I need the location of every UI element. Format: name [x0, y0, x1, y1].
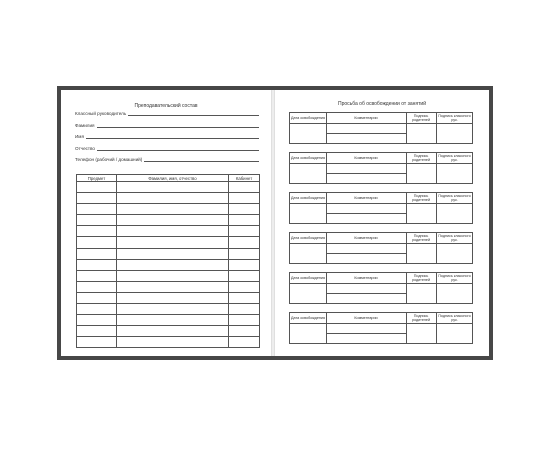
- subject-cell[interactable]: [77, 215, 117, 226]
- column-divider: [436, 273, 437, 303]
- field-label: Отчество: [75, 146, 95, 151]
- date-header: Дата освобождения: [291, 196, 325, 200]
- left-page: [61, 90, 271, 356]
- row-divider: [326, 243, 406, 244]
- column-divider: [326, 313, 327, 343]
- table-row: [77, 281, 260, 292]
- table-row: [77, 270, 260, 281]
- subject-cell[interactable]: [77, 248, 117, 259]
- comment-line: [326, 133, 406, 134]
- date-header: Дата освобождения: [291, 236, 325, 240]
- row-divider: [406, 283, 436, 284]
- table-row: [77, 304, 260, 315]
- comments-header: Комментарии: [354, 316, 378, 320]
- full-name-cell[interactable]: [117, 237, 229, 248]
- column-divider: [436, 113, 437, 143]
- comment-line: [326, 173, 406, 174]
- column-header-full-name: Фамилия, имя, отчество: [117, 175, 229, 182]
- full-name-cell[interactable]: [117, 337, 229, 348]
- row-divider: [406, 163, 436, 164]
- date-header: Дата освобождения: [291, 276, 325, 280]
- comment-line: [326, 333, 406, 334]
- column-divider: [406, 113, 407, 143]
- field-label: Телефон (рабочий / домашний): [75, 157, 143, 162]
- subject-cell[interactable]: [77, 326, 117, 337]
- room-cell[interactable]: [229, 237, 260, 248]
- row-divider: [436, 203, 473, 204]
- full-name-cell[interactable]: [117, 204, 229, 215]
- room-cell[interactable]: [229, 182, 260, 193]
- parent-signature-header: Подпись родителей: [411, 234, 431, 242]
- column-divider: [436, 153, 437, 183]
- comments-header: Комментарии: [354, 196, 378, 200]
- subject-cell[interactable]: [77, 304, 117, 315]
- row-divider: [290, 323, 326, 324]
- comment-line: [326, 293, 406, 294]
- room-cell[interactable]: [229, 304, 260, 315]
- room-cell[interactable]: [229, 337, 260, 348]
- comments-header: Комментарии: [354, 116, 378, 120]
- teacher-signature-header: Подпись классного рук.: [438, 194, 471, 202]
- row-divider: [326, 283, 406, 284]
- row-divider: [406, 123, 436, 124]
- subject-cell[interactable]: [77, 315, 117, 326]
- row-divider: [326, 163, 406, 164]
- full-name-cell[interactable]: [117, 304, 229, 315]
- row-divider: [406, 243, 436, 244]
- full-name-cell[interactable]: [117, 215, 229, 226]
- teachers-table-body: [77, 182, 260, 348]
- page-title: Преподавательский состав: [134, 103, 198, 109]
- room-cell[interactable]: [229, 270, 260, 281]
- parent-signature-header: Подпись родителей: [411, 154, 431, 162]
- table-row: [77, 337, 260, 348]
- field-underline: [75, 138, 259, 139]
- release-request-block: [289, 152, 473, 184]
- teacher-signature-header: Подпись классного рук.: [438, 114, 471, 122]
- column-divider: [406, 193, 407, 223]
- row-divider: [436, 283, 473, 284]
- room-cell[interactable]: [229, 248, 260, 259]
- release-request-block: [289, 192, 473, 224]
- page-title: Просьба об освобождении от занятий: [337, 101, 426, 107]
- release-request-block: [289, 112, 473, 144]
- teachers-table: [76, 174, 260, 348]
- table-row: [77, 248, 260, 259]
- date-header: Дата освобождения: [291, 156, 325, 160]
- field-label: Имя: [75, 134, 84, 139]
- parent-signature-header: Подпись родителей: [411, 314, 431, 322]
- column-divider: [406, 233, 407, 263]
- column-header-subject: Предмет: [77, 175, 117, 182]
- teacher-signature-header: Подпись классного рук.: [438, 314, 471, 322]
- row-divider: [436, 243, 473, 244]
- comment-line: [326, 253, 406, 254]
- full-name-cell[interactable]: [117, 248, 229, 259]
- comments-header: Комментарии: [354, 276, 378, 280]
- comment-line: [326, 213, 406, 214]
- table-row: [77, 226, 260, 237]
- full-name-cell[interactable]: [117, 182, 229, 193]
- release-request-block: [289, 312, 473, 344]
- column-divider: [436, 193, 437, 223]
- full-name-cell[interactable]: [117, 326, 229, 337]
- right-page: [275, 90, 489, 356]
- subject-cell[interactable]: [77, 204, 117, 215]
- date-header: Дата освобождения: [291, 316, 325, 320]
- field-class-teacher: [75, 110, 259, 117]
- teacher-signature-header: Подпись классного рук.: [438, 234, 471, 242]
- date-header: Дата освобождения: [291, 116, 325, 120]
- field-first-name: [75, 133, 259, 140]
- parent-signature-header: Подпись родителей: [411, 194, 431, 202]
- table-row: [77, 259, 260, 270]
- table-header-row: [77, 175, 260, 182]
- full-name-cell[interactable]: [117, 281, 229, 292]
- table-row: [77, 182, 260, 193]
- table-row: [77, 326, 260, 337]
- subject-cell[interactable]: [77, 337, 117, 348]
- column-divider: [326, 193, 327, 223]
- full-name-cell[interactable]: [117, 259, 229, 270]
- parent-signature-header: Подпись родителей: [411, 114, 431, 122]
- table-row: [77, 315, 260, 326]
- column-divider: [436, 313, 437, 343]
- subject-cell[interactable]: [77, 270, 117, 281]
- row-divider: [326, 123, 406, 124]
- field-surname: [75, 122, 259, 129]
- row-divider: [290, 203, 326, 204]
- row-divider: [436, 323, 473, 324]
- table-row: [77, 193, 260, 204]
- column-divider: [406, 273, 407, 303]
- row-divider: [290, 283, 326, 284]
- row-divider: [406, 323, 436, 324]
- release-request-block: [289, 272, 473, 304]
- column-divider: [436, 233, 437, 263]
- room-cell[interactable]: [229, 259, 260, 270]
- subject-cell[interactable]: [77, 182, 117, 193]
- field-label: Классный руководитель: [75, 111, 127, 116]
- column-header-room: Кабинет: [229, 175, 260, 182]
- field-phone: [75, 156, 259, 163]
- room-cell[interactable]: [229, 193, 260, 204]
- row-divider: [436, 163, 473, 164]
- column-divider: [326, 233, 327, 263]
- subject-cell[interactable]: [77, 292, 117, 303]
- table-row: [77, 292, 260, 303]
- field-underline: [75, 150, 259, 151]
- teacher-signature-header: Подпись классного рук.: [438, 154, 471, 162]
- full-name-cell[interactable]: [117, 193, 229, 204]
- full-name-cell[interactable]: [117, 292, 229, 303]
- teacher-signature-header: Подпись классного рук.: [438, 274, 471, 282]
- row-divider: [326, 323, 406, 324]
- full-name-cell[interactable]: [117, 315, 229, 326]
- field-patronymic: [75, 145, 259, 152]
- row-divider: [290, 243, 326, 244]
- room-cell[interactable]: [229, 226, 260, 237]
- subject-cell[interactable]: [77, 226, 117, 237]
- release-request-block: [289, 232, 473, 264]
- room-cell[interactable]: [229, 326, 260, 337]
- row-divider: [326, 203, 406, 204]
- room-cell[interactable]: [229, 204, 260, 215]
- table-row: [77, 204, 260, 215]
- column-divider: [326, 153, 327, 183]
- comments-header: Комментарии: [354, 236, 378, 240]
- column-divider: [406, 153, 407, 183]
- field-label: Фамилия: [75, 123, 95, 128]
- full-name-cell[interactable]: [117, 226, 229, 237]
- room-cell[interactable]: [229, 281, 260, 292]
- subject-cell[interactable]: [77, 193, 117, 204]
- row-divider: [406, 203, 436, 204]
- subject-cell[interactable]: [77, 281, 117, 292]
- room-cell[interactable]: [229, 215, 260, 226]
- subject-cell[interactable]: [77, 259, 117, 270]
- table-row: [77, 237, 260, 248]
- parent-signature-header: Подпись родителей: [411, 274, 431, 282]
- column-divider: [326, 113, 327, 143]
- field-underline: [75, 127, 259, 128]
- column-divider: [326, 273, 327, 303]
- row-divider: [436, 123, 473, 124]
- room-cell[interactable]: [229, 292, 260, 303]
- comments-header: Комментарии: [354, 156, 378, 160]
- row-divider: [290, 163, 326, 164]
- full-name-cell[interactable]: [117, 270, 229, 281]
- row-divider: [290, 123, 326, 124]
- table-row: [77, 215, 260, 226]
- subject-cell[interactable]: [77, 237, 117, 248]
- room-cell[interactable]: [229, 315, 260, 326]
- column-divider: [406, 313, 407, 343]
